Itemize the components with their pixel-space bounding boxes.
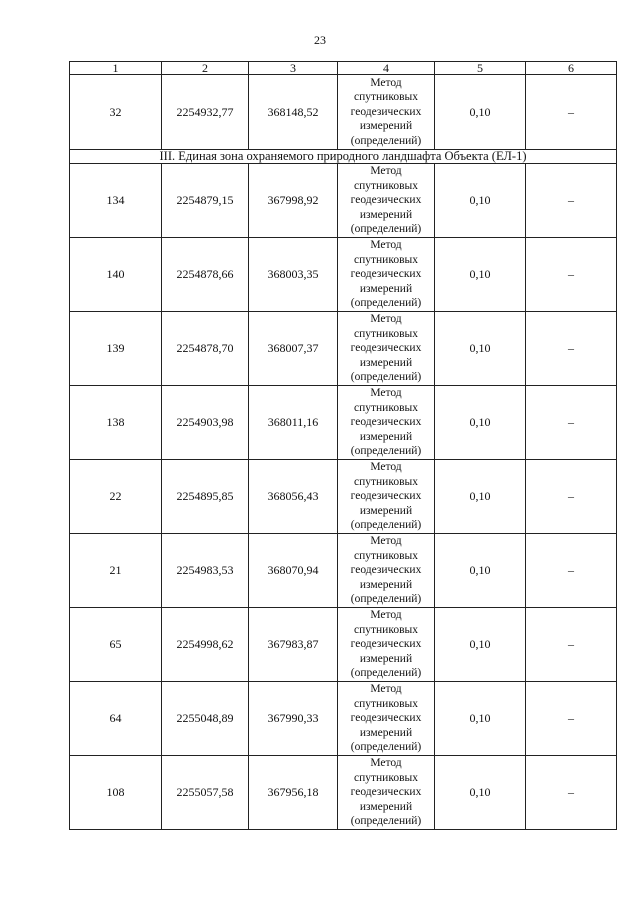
method-cell [338,312,435,386]
point-number: 140 [70,238,162,312]
method-cell [338,164,435,238]
point-number: 108 [70,756,162,830]
method-line: измерений [359,578,413,591]
table-row [70,682,617,756]
y-coordinate: 368070,94 [249,534,338,608]
method-line: измерений [359,120,413,133]
method-line: (определений) [350,134,422,147]
method-cell [338,460,435,534]
point-number: 32 [70,75,162,150]
method-line: (определений) [350,667,422,680]
method-cell [338,386,435,460]
table-row [70,386,617,460]
method-line: (определений) [350,519,422,532]
table-row [70,238,617,312]
y-coordinate: 368007,37 [249,312,338,386]
method-line: геодезических [350,416,422,429]
x-coordinate: 2254878,66 [162,238,249,312]
y-coordinate: 367998,92 [249,164,338,238]
method-line: спутниковых [353,179,418,192]
method-cell [338,534,435,608]
point-number: 22 [70,460,162,534]
column-number: 6 [526,62,617,75]
method-line: измерений [359,726,413,739]
method-line: спутниковых [353,401,418,414]
column-number: 1 [70,62,162,75]
column-number: 4 [338,62,435,75]
column-number: 5 [435,62,526,75]
method-line: геодезических [350,490,422,503]
point-number: 134 [70,164,162,238]
x-coordinate: 2254878,70 [162,312,249,386]
x-coordinate: 2254983,53 [162,534,249,608]
table-row [70,312,617,386]
point-number: 138 [70,386,162,460]
method-cell [338,608,435,682]
x-coordinate: 2255048,89 [162,682,249,756]
column-number: 2 [162,62,249,75]
x-coordinate: 2254903,98 [162,386,249,460]
column-number: 3 [249,62,338,75]
method-line: (определений) [350,593,422,606]
section-title: III. Единая зона охраняемого природного ландшафта Объекта (ЕЛ-1) [70,150,617,164]
x-coordinate: 2254932,77 [162,75,249,150]
description: – [526,682,617,756]
method-line: измерений [359,356,413,369]
precision: 0,10 [435,756,526,830]
method-line: геодезических [350,638,422,651]
section-row [70,150,617,164]
description: – [526,460,617,534]
y-coordinate: 367990,33 [249,682,338,756]
y-coordinate: 367956,18 [249,756,338,830]
method-line: Метод [370,313,402,326]
method-cell [338,238,435,312]
method-line: Метод [370,165,402,178]
description: – [526,386,617,460]
method-line: Метод [370,535,402,548]
method-line: Метод [370,757,402,770]
table-row [70,534,617,608]
method-line: геодезических [350,268,422,281]
method-line: Метод [370,461,402,474]
table-row [70,164,617,238]
description: – [526,75,617,150]
description: – [526,608,617,682]
table-row [70,608,617,682]
method-line: геодезических [350,786,422,799]
method-line: (определений) [350,445,422,458]
description: – [526,534,617,608]
method-cell [338,682,435,756]
description: – [526,164,617,238]
method-line: Метод [370,76,402,89]
precision: 0,10 [435,386,526,460]
description: – [526,756,617,830]
method-line: (определений) [350,371,422,384]
y-coordinate: 368011,16 [249,386,338,460]
table-row [70,75,617,150]
precision: 0,10 [435,608,526,682]
method-line: (определений) [350,815,422,828]
x-coordinate: 2254895,85 [162,460,249,534]
point-number: 21 [70,534,162,608]
method-line: (определений) [350,297,422,310]
precision: 0,10 [435,534,526,608]
method-cell [338,75,435,150]
y-coordinate: 367983,87 [249,608,338,682]
method-line: измерений [359,652,413,665]
method-line: спутниковых [353,771,418,784]
precision: 0,10 [435,460,526,534]
method-line: измерений [359,430,413,443]
method-line: геодезических [350,194,422,207]
method-cell [338,756,435,830]
precision: 0,10 [435,164,526,238]
precision: 0,10 [435,682,526,756]
y-coordinate: 368056,43 [249,460,338,534]
precision: 0,10 [435,238,526,312]
y-coordinate: 368148,52 [249,75,338,150]
precision: 0,10 [435,75,526,150]
method-line: Метод [370,239,402,252]
table-row [70,460,617,534]
method-line: спутниковых [353,623,418,636]
point-number: 65 [70,608,162,682]
x-coordinate: 2254879,15 [162,164,249,238]
method-line: геодезических [350,712,422,725]
method-line: измерений [359,504,413,517]
column-number-row [70,62,617,75]
point-number: 64 [70,682,162,756]
method-line: спутниковых [353,697,418,710]
precision: 0,10 [435,312,526,386]
page-number: 23 [314,33,326,47]
method-line: измерений [359,208,413,221]
method-line: спутниковых [353,327,418,340]
description: – [526,312,617,386]
x-coordinate: 2255057,58 [162,756,249,830]
description: – [526,238,617,312]
method-line: (определений) [350,223,422,236]
method-line: Метод [370,683,402,696]
method-line: Метод [370,609,402,622]
table-row [70,756,617,830]
y-coordinate: 368003,35 [249,238,338,312]
method-line: спутниковых [353,253,418,266]
method-line: спутниковых [353,549,418,562]
method-line: измерений [359,282,413,295]
method-line: геодезических [350,342,422,355]
method-line: геодезических [350,564,422,577]
method-line: спутниковых [353,91,418,104]
method-line: спутниковых [353,475,418,488]
method-line: геодезических [350,105,422,118]
point-number: 139 [70,312,162,386]
method-line: Метод [370,387,402,400]
method-line: (определений) [350,741,422,754]
coordinates-table [69,61,617,830]
x-coordinate: 2254998,62 [162,608,249,682]
method-line: измерений [359,800,413,813]
